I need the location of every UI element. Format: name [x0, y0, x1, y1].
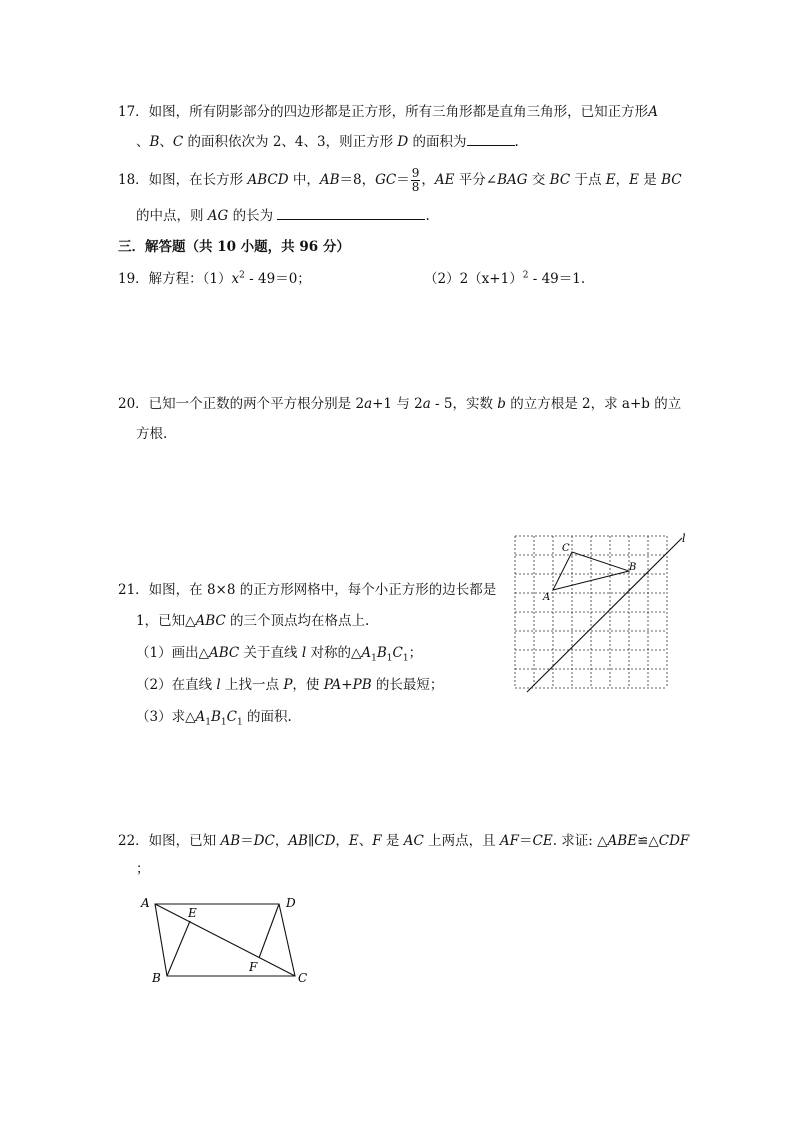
q21-line-1: 21．如图，在 8×8 的正方形网格中，每个小正方形的边长都是 [118, 582, 497, 598]
q21-line-2: 1，已知△ABC 的三个顶点均在格点上. [136, 613, 370, 629]
label-f: F [249, 960, 258, 974]
q21-part-3: （3）求$\triangle A_1B_1C_1$ 的面积. [136, 709, 292, 728]
q17-line-1: 17．如图，所有阴影部分的四边形都是正方形，所有三角形都是直角三角形，已知正方形A [118, 104, 658, 120]
segment-df [259, 904, 279, 958]
answer-blank[interactable] [467, 133, 515, 146]
label-c: C [562, 543, 570, 554]
q20-line-1: 20．已知一个正数的两个平方根分别是 2a+1 与 2a - 5，实数 b 的立方根是 2，求 a+b 的立 [118, 396, 682, 412]
label-b: B [629, 562, 637, 573]
label-e: E [188, 906, 197, 920]
label-c: C [298, 971, 308, 985]
q22-line-2: ； [136, 861, 150, 877]
fraction: $\frac{9}{8}$ [411, 166, 420, 194]
label-l: l [682, 532, 686, 545]
q18-line-1: 18．如图，在长方形 ABCD 中，AB＝8，GC＝ $\frac{9}{8}$ ，AE 平分∠BAG 交 BC 于点 E，E 是 BC [118, 166, 682, 194]
answer-blank[interactable] [277, 207, 425, 220]
label-a: A [543, 592, 551, 603]
segment-be [167, 921, 190, 976]
q18-line-2: 的中点，则 AG 的长为 . [136, 208, 430, 224]
label-d: D [286, 896, 296, 910]
q20-line-2: 方根. [136, 426, 168, 442]
q22-line-1: 22．如图，已知 AB＝DC，AB∥CD，E、F 是 AC 上两点，且 AF＝CE. 求证: △ABE≌△CDF [118, 833, 690, 849]
q17-line-2: 、B、C 的面积依次为 2、4、3，则正方形 D 的面积为 . [136, 134, 519, 150]
q19-part-1: 19．解方程：$(1)x^2 - 49=0$； [118, 270, 311, 287]
diagonal-ac [155, 904, 295, 976]
label-b: B [152, 971, 161, 985]
q19-part-2: $(2)2(x+1)^2 - 49=1$. [424, 270, 586, 287]
section-title: 三．解答题（共 10 小题，共 96 分） [118, 239, 350, 255]
q21-part-2: （2）在直线 l 上找一点 P，使 PA+PB 的长最短； [136, 677, 444, 693]
label-a: A [141, 896, 150, 910]
q21-grid-figure [505, 528, 695, 693]
q22-parallelogram-figure [135, 890, 320, 990]
q21-part-1: （1）画出△ABC 关于直线 l 对称的$\triangle A_1B_1C_1$； [136, 645, 423, 664]
